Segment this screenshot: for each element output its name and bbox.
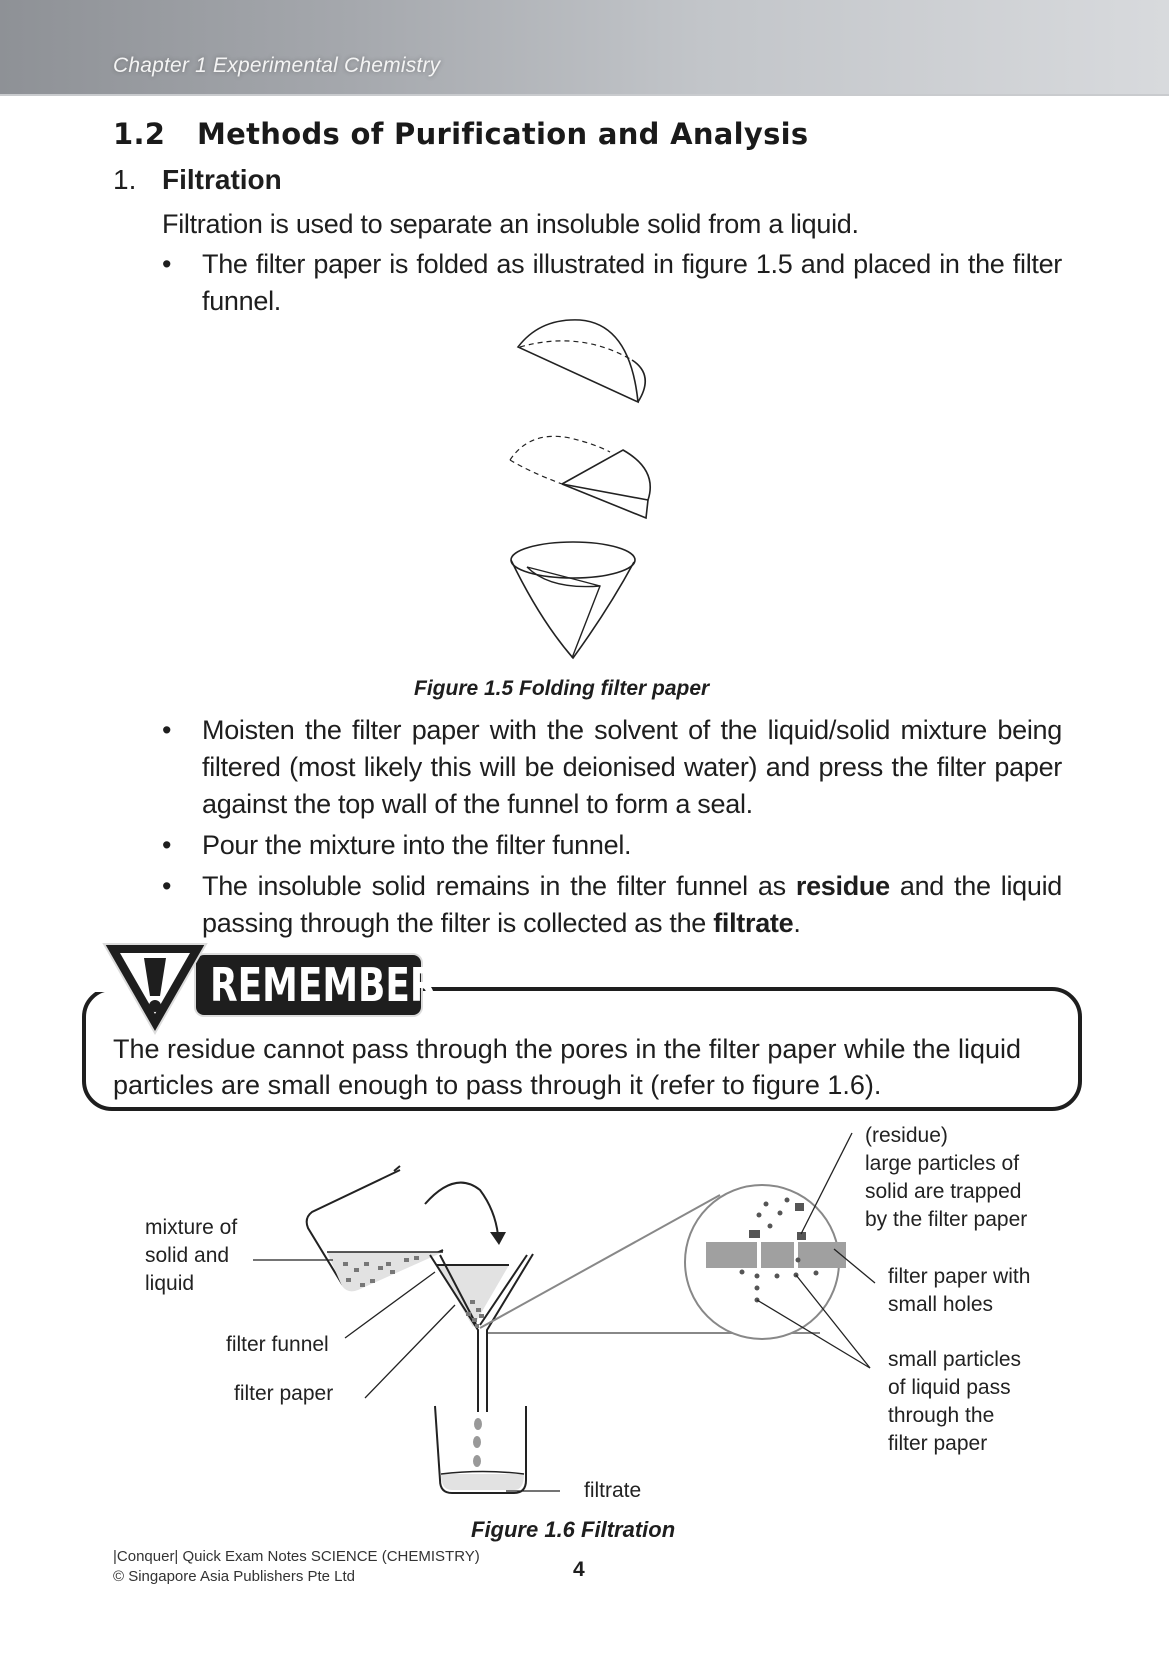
- label-line: small holes: [888, 1293, 994, 1316]
- figure-1-6-caption: Figure 1.6 Filtration: [471, 1517, 676, 1542]
- bullet-dot-icon: •: [162, 249, 172, 279]
- section-number: 1.2: [113, 117, 166, 151]
- term-residue: residue: [795, 871, 890, 901]
- label-filter-funnel: filter funnel: [226, 1333, 329, 1356]
- label-line: of liquid pass: [888, 1376, 1011, 1399]
- label-residue: [865, 1122, 1027, 1234]
- page-number: 4: [573, 1558, 585, 1581]
- term-filtrate: filtrate: [713, 908, 794, 938]
- label-line: large particles of: [865, 1152, 1020, 1175]
- bullet-dot-icon: •: [162, 871, 172, 901]
- label-filter-paper-holes: [888, 1263, 1030, 1319]
- label-line: through the: [888, 1404, 995, 1427]
- intro-paragraph: Filtration is used to separate an insoluble solid from a liquid.: [162, 209, 859, 239]
- footer-book-title: |Conquer| Quick Exam Notes SCIENCE (CHEMISTRY): [113, 1548, 480, 1565]
- bullet-dot-icon: •: [162, 830, 172, 860]
- bullet-text-post: .: [793, 908, 801, 938]
- subsection-title: Filtration: [162, 164, 282, 195]
- remember-label: REMEMBER: [210, 958, 438, 1012]
- label-line: solid and: [145, 1244, 230, 1267]
- bullet-text: Pour the mixture into the filter funnel.: [202, 830, 632, 860]
- pouring-beaker-illustration: [307, 1166, 443, 1291]
- label-line: (residue): [865, 1124, 948, 1147]
- magnified-filter-view: [685, 1185, 846, 1339]
- footer-credits: [113, 1547, 480, 1587]
- label-filter-paper: filter paper: [234, 1382, 334, 1405]
- subsection-number: 1.: [113, 164, 137, 195]
- label-line: filter paper: [888, 1432, 988, 1455]
- remember-text: The residue cannot pass through the pores in the filter paper while the liquid particles are small enough to pass through it (refer to figure 1.6).: [113, 1034, 1022, 1100]
- figure-1-5-caption: Figure 1.5 Folding filter paper: [414, 677, 710, 700]
- footer-copyright: © Singapore Asia Publishers Pte Ltd: [113, 1568, 356, 1585]
- bullet-text: The filter paper is folded as illustrated in figure 1.5 and placed in the filter funnel.: [202, 249, 1062, 316]
- label-small-particles: [888, 1346, 1021, 1458]
- bullet-dot-icon: •: [162, 715, 172, 745]
- label-mixture: [145, 1214, 237, 1298]
- bullet-text-mid: and the liquid passing through the filter is collected as the: [202, 871, 1062, 938]
- label-line: filter paper with: [888, 1265, 1031, 1288]
- collecting-beaker-illustration: [435, 1406, 526, 1493]
- label-line: liquid: [145, 1272, 195, 1295]
- bullet-text: Moisten the filter paper with the solvent of the liquid/solid mixture being filtered (most likely this will be deionised water) and press the filter paper against the top wall of the funnel to form a seal.: [202, 715, 1062, 819]
- label-line: mixture of: [145, 1216, 238, 1239]
- label-line: small particles: [888, 1348, 1022, 1371]
- label-line: by the filter paper: [865, 1208, 1028, 1231]
- label-filtrate: filtrate: [584, 1479, 642, 1502]
- chapter-title: Chapter 1 Experimental Chemistry: [113, 54, 441, 77]
- label-line: solid are trapped: [865, 1180, 1022, 1203]
- section-title: Methods of Purification and Analysis: [197, 117, 809, 151]
- bullet-text-pre: The insoluble solid remains in the filter funnel as: [202, 871, 796, 901]
